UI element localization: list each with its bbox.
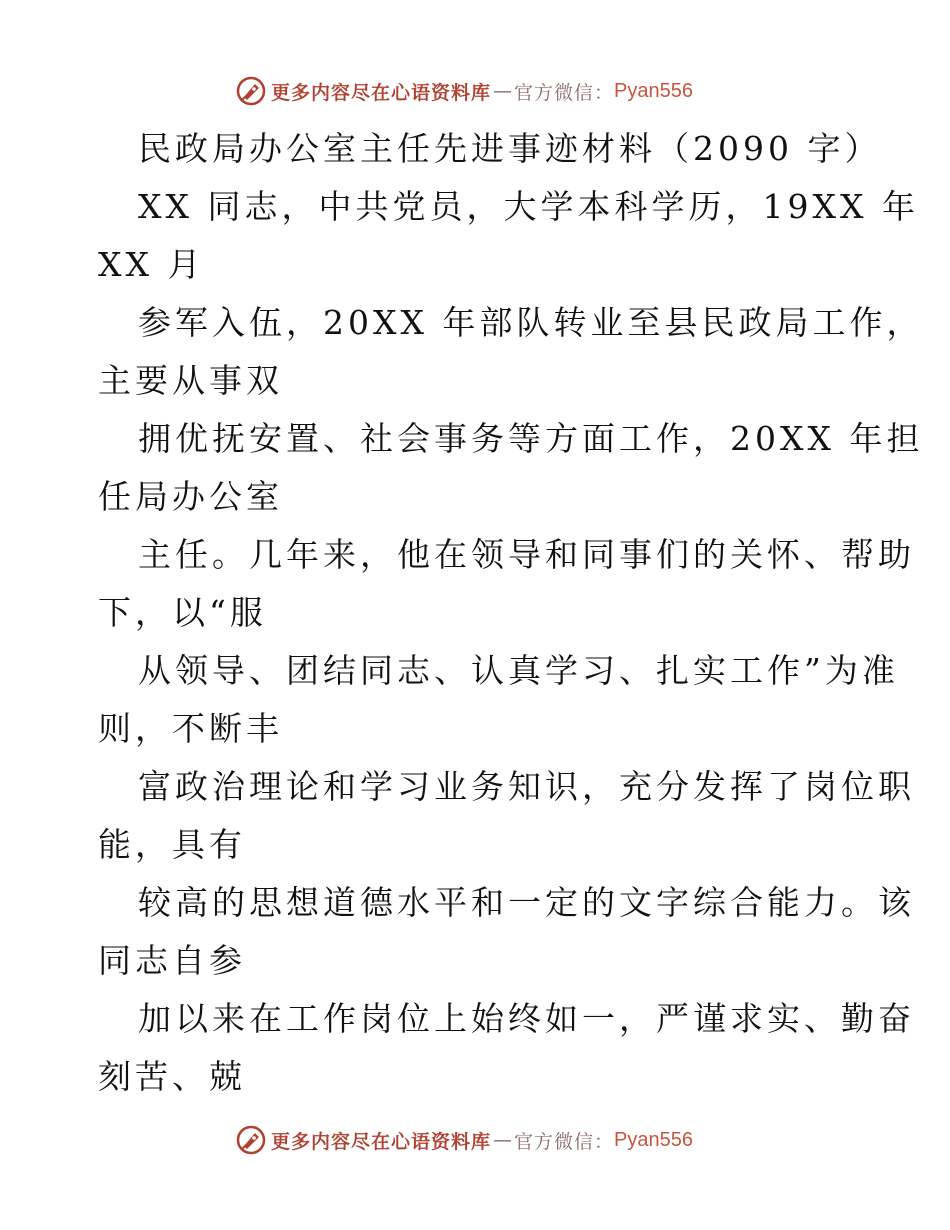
paragraph-line: XX 同志，中共党员，大学本科学历，19XX 年 [138, 187, 919, 226]
paragraph-line: 刻苦、兢 [98, 1057, 246, 1096]
banner-wechat-label: 官方微信： [514, 81, 615, 104]
banner-wechat-label: 官方微信： [514, 1130, 615, 1153]
paragraph-line: 同志自参 [98, 941, 246, 980]
banner-wechat-id: Pyan556 [614, 1128, 693, 1151]
footer-banner [235, 1123, 693, 1157]
paragraph-line: 任局办公室 [98, 477, 283, 516]
paragraph-line: 能，具有 [98, 825, 246, 864]
paragraph-line: 较高的思想道德水平和一定的文字综合能力。该 [138, 883, 915, 922]
paragraph-line: 加以来在工作岗位上始终如一，严谨求实、勤奋 [138, 999, 915, 1038]
document-title: 民政局办公室主任先进事迹材料（2090 字） [138, 129, 882, 168]
banner-text: 更多内容尽在心语资料库 [271, 81, 492, 104]
paragraph-line: 参军入伍，20XX 年部队转业至县民政局工作， [138, 303, 924, 342]
paragraph-line: 富政治理论和学习业务知识，充分发挥了岗位职 [138, 767, 915, 806]
pen-nib-logo-icon [235, 1124, 267, 1156]
banner-dash: — [493, 1129, 513, 1151]
banner-wechat-id: Pyan556 [614, 79, 693, 102]
paragraph-line: 下，以“服 [98, 593, 267, 632]
paragraph-line: 主要从事双 [98, 361, 283, 400]
header-banner [235, 74, 693, 108]
banner-text: 更多内容尽在心语资料库 [271, 1130, 492, 1153]
paragraph-line: XX 月 [98, 245, 205, 284]
paragraph-line: 则，不断丰 [98, 709, 283, 748]
paragraph-line: 从领导、团结同志、认真学习、扎实工作”为准 [138, 651, 899, 690]
pen-nib-logo-icon [235, 75, 267, 107]
banner-dash: — [493, 80, 513, 102]
paragraph-line: 主任。几年来，他在领导和同事们的关怀、帮助 [138, 535, 915, 574]
paragraph-line: 拥优抚安置、社会事务等方面工作，20XX 年担 [138, 419, 924, 458]
